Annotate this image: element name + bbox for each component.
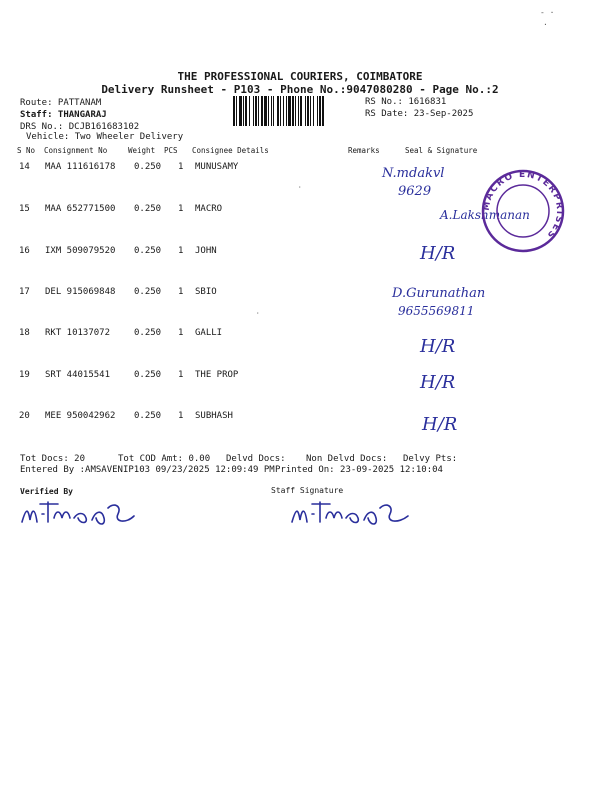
staff-signature [288,496,413,530]
barcode-bar [261,96,263,126]
rs-number: RS No.: 1616831 [365,97,447,107]
handwritten-hr: H/R [420,372,456,393]
handwritten-hr: H/R [420,243,456,264]
cell-pcs: 1 [178,370,184,380]
entered-by: Entered By :AMSAVENIP103 09/23/2025 12:09:49 PM [20,465,275,475]
staff: Staff: THANGARAJ [20,110,107,120]
handwritten-phone: 9655569811 [398,304,475,318]
barcode-bar [310,96,311,126]
col-seal: Seal & Signature [405,146,478,155]
vehicle: Vehicle: Two Wheeler Delivery [26,132,184,142]
cell-consignee: SUBHASH [195,411,233,421]
barcode-bar [298,96,299,126]
runsheet-title: Delivery Runsheet - P103 - Phone No.:9047080280 - Page No.:2 [101,83,499,96]
cell-consignment: IXM 509079520 [45,246,116,256]
barcode-bar [295,96,296,126]
barcode-bar [307,96,309,126]
barcode-bar [258,96,259,126]
cell-pcs: 1 [178,204,184,214]
barcode-bar [253,96,254,126]
cell-consignee: MUNUSAMY [195,162,239,172]
verified-by-label: Verified By [20,487,73,496]
cell-pcs: 1 [178,328,184,338]
handwritten-name: N.mdakvl [382,166,445,181]
company-seal-stamp [478,168,568,254]
col-remarks: Remarks [348,146,380,155]
cell-consignee: GALLI [195,328,223,338]
cell-consignee: SBIO [195,287,217,297]
company-name: THE PROFESSIONAL COURIERS, COIMBATORE [177,70,423,83]
col-consignee: Consignee Details [192,146,269,155]
cell-consignment: SRT 44015541 [45,370,111,380]
cell-pcs: 1 [178,411,184,421]
cell-weight: 0.250 [134,328,162,338]
table-row [0,328,600,342]
barcode-bar [273,96,274,126]
cell-consignment: DEL 915069848 [45,287,116,297]
handwritten-phone: 9629 [398,184,432,199]
cell-weight: 0.250 [134,204,162,214]
cell-sno: 18 [19,328,30,338]
cell-consignment: MAA 111616178 [45,162,116,172]
route: Route: PATTANAM [20,98,102,108]
table-row [0,287,600,301]
staff-signature-label: Staff Signature [271,486,344,495]
cell-sno: 19 [19,370,30,380]
cell-sno: 15 [19,204,30,214]
barcode-bar [305,96,306,126]
col-pcs: PCS [164,146,178,155]
cell-consignee: THE PROP [195,370,239,380]
barcode-bar [243,96,244,126]
scan-mark: · [543,20,548,29]
drs-number: DRS No.: DCJB161683102 [20,122,140,132]
barcode-bar [313,96,314,126]
table-row [0,411,600,425]
cell-consignment: MEE 950042962 [45,411,116,421]
printed-on: Printed On: 23-09-2025 12:10:04 [275,465,443,475]
stray-mark: · [256,310,260,317]
svg-text:MACRO ENTERPRISES [482,170,565,241]
barcode-bar [280,96,281,126]
cell-weight: 0.250 [134,411,162,421]
barcode-bar [239,96,242,126]
barcode-bar [236,96,237,126]
barcode-bar [264,96,267,126]
barcode-bar [292,96,294,126]
cell-sno: 17 [19,287,30,297]
scan-mark: - · [540,8,555,17]
col-consignment: Consignment No [44,146,108,155]
cell-consignee: JOHN [195,246,217,256]
barcode-bar [233,96,235,126]
cell-sno: 16 [19,246,30,256]
barcode-bar [319,96,321,126]
cell-weight: 0.250 [134,162,162,172]
cell-pcs: 1 [178,246,184,256]
barcode [233,96,361,126]
delivered-docs: Delvd Docs: [226,454,286,464]
table-row [0,370,600,384]
seal-text: MACRO ENTERPRISES [481,169,565,241]
cell-sno: 20 [19,411,30,421]
barcode-bar [317,96,318,126]
handwritten-hr: H/R [420,336,456,357]
barcode-bar [255,96,257,126]
cell-consignment: RKT 10137072 [45,328,111,338]
total-cod-amount: Tot COD Amt: 0.00 [118,454,211,464]
barcode-bar [288,96,291,126]
barcode-bar [277,96,279,126]
barcode-bar [268,96,269,126]
barcode-bar [283,96,284,126]
barcode-bar [245,96,247,126]
cell-weight: 0.250 [134,370,162,380]
non-delivered-docs: Non Delvd Docs: [306,454,388,464]
barcode-bar [322,96,324,126]
verified-by-signature [18,496,138,530]
barcode-bar [286,96,287,126]
cell-weight: 0.250 [134,287,162,297]
cell-weight: 0.250 [134,246,162,256]
cell-sno: 14 [19,162,30,172]
delivery-points: Delvy Pts: [403,454,458,464]
handwritten-name: D.Gurunathan [392,286,486,301]
handwritten-hr: H/R [422,414,458,435]
barcode-bar [300,96,302,126]
cell-pcs: 1 [178,287,184,297]
stray-mark: · [298,184,302,191]
cell-pcs: 1 [178,162,184,172]
barcode-bar [271,96,272,126]
rs-date: RS Date: 23-Sep-2025 [365,109,474,119]
total-docs: Tot Docs: 20 [20,454,86,464]
handwritten-name: A.Lakshmanan [440,208,530,222]
barcode-bar [249,96,250,126]
cell-consignment: MAA 652771500 [45,204,116,214]
cell-consignee: MACRO [195,204,223,214]
col-weight: Weight [128,146,156,155]
col-sno: S No [17,146,36,155]
